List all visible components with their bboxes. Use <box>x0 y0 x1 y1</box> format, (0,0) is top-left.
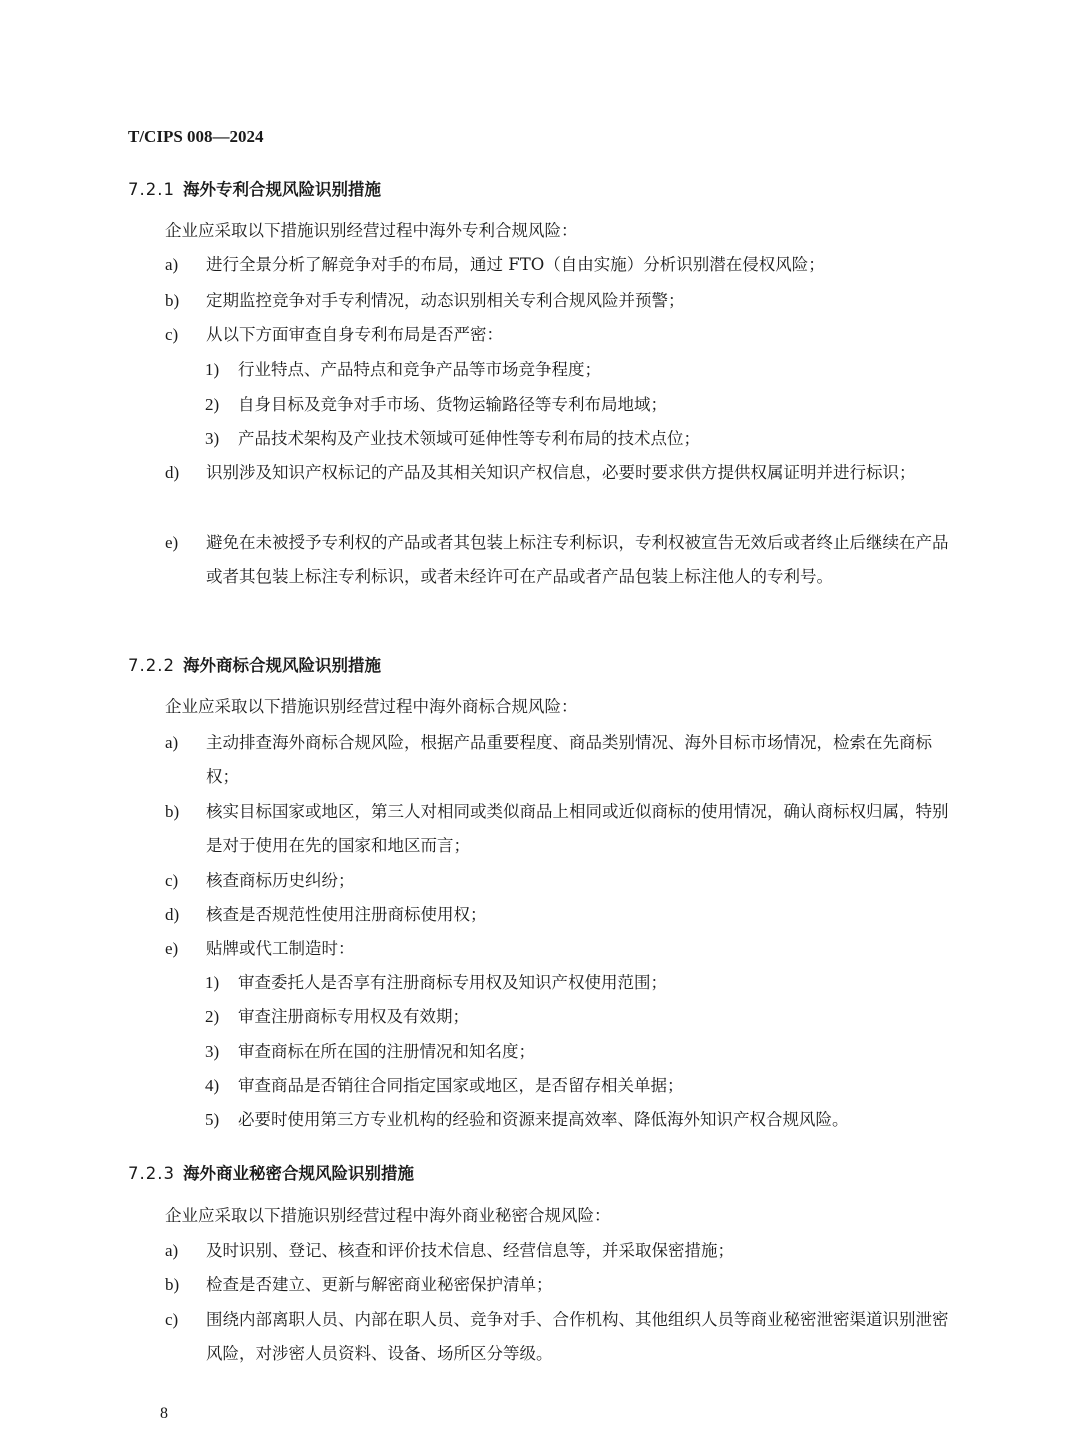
section-number: 7.2.1 <box>128 180 175 199</box>
list-item <box>165 795 965 863</box>
list-label: a) <box>165 255 179 274</box>
section-title-7-2-2 <box>128 652 381 676</box>
list-label: 4) <box>205 1076 220 1095</box>
list-label: 3) <box>205 429 220 448</box>
list-label: 2) <box>205 1007 220 1026</box>
sub-list-item <box>205 1103 965 1137</box>
list-label: b) <box>165 1275 180 1294</box>
list-label: b) <box>165 802 180 821</box>
section-number: 7.2.3 <box>128 1164 175 1183</box>
list-label: 2) <box>205 395 220 414</box>
list-label: 3) <box>205 1042 220 1061</box>
section-intro: 企业应采取以下措施识别经营过程中海外商标合规风险： <box>165 697 578 716</box>
list-text: 核查商标历史纠纷； <box>206 871 355 890</box>
section-heading: 海外专利合规风险识别措施 <box>182 180 381 199</box>
list-label: d) <box>165 463 180 482</box>
list-text: 主动排查海外商标合规风险，根据产品重要程度、商品类别情况、海外目标市场情况，检索在先商标权； <box>206 733 932 786</box>
list-item <box>165 726 965 794</box>
list-item <box>165 864 965 898</box>
list-text: 及时识别、登记、核查和评价技术信息、经营信息等，并采取保密措施； <box>206 1241 734 1260</box>
list-label: 1) <box>205 973 220 992</box>
list-label: e) <box>165 939 179 958</box>
list-label: c) <box>165 1310 179 1329</box>
list-label: e) <box>165 533 179 552</box>
document-code-header: T/CIPS 008—2024 <box>128 127 264 146</box>
list-item <box>165 932 965 966</box>
sub-list-item <box>205 1000 965 1034</box>
section-intro: 企业应采取以下措施识别经营过程中海外专利合规风险： <box>165 221 578 240</box>
list-label: c) <box>165 325 179 344</box>
section-heading: 海外商业秘密合规风险识别措施 <box>182 1164 414 1183</box>
sub-list-item <box>205 1069 965 1103</box>
list-item <box>165 898 965 932</box>
section-title-7-2-1 <box>128 176 381 200</box>
list-label: 5) <box>205 1110 220 1129</box>
list-item <box>165 318 965 352</box>
list-text: 定期监控竞争对手专利情况，动态识别相关专利合规风险并预警； <box>206 291 685 310</box>
list-label: c) <box>165 871 179 890</box>
list-text: 避免在未被授予专利权的产品或者其包装上标注专利标识，专利权被宣告无效后或者终止后继续在产品或者其包装上标注专利标识，或者未经许可在产品或者产品包装上标注他人的专利号。 <box>206 533 949 586</box>
list-text: 检查是否建立、更新与解密商业秘密保护清单； <box>206 1275 553 1294</box>
list-text: 进行全景分析了解竞争对手的布局，通过 FTO（自由实施）分析识别潜在侵权风险； <box>206 255 825 274</box>
page-number: 8 <box>160 1405 168 1422</box>
section-heading: 海外商标合规风险识别措施 <box>182 656 381 675</box>
list-label: 1) <box>205 360 220 379</box>
list-item <box>165 456 965 490</box>
sub-list-item <box>205 422 965 456</box>
list-text: 围绕内部离职人员、内部在职人员、竞争对手、合作机构、其他组织人员等商业秘密泄密渠道识别泄密风险，对涉密人员资料、设备、场所区分等级。 <box>206 1310 949 1363</box>
list-text: 审查商品是否销往合同指定国家或地区，是否留存相关单据； <box>238 1076 684 1095</box>
sub-list-item <box>205 388 965 422</box>
list-item <box>165 1268 965 1302</box>
section-title-7-2-3 <box>128 1160 414 1184</box>
list-label: b) <box>165 291 180 310</box>
sub-list-item <box>205 1035 965 1069</box>
list-text: 行业特点、产品特点和竞争产品等市场竞争程度； <box>238 360 601 379</box>
list-item <box>165 526 965 594</box>
list-text: 核实目标国家或地区，第三人对相同或类似商品上相同或近似商标的使用情况，确认商标权归属，特别是对于使用在先的国家和地区而言； <box>206 802 949 855</box>
list-text: 识别涉及知识产权标记的产品及其相关知识产权信息，必要时要求供方提供权属证明并进行标识； <box>206 463 916 482</box>
list-text: 必要时使用第三方专业机构的经验和资源来提高效率、降低海外知识产权合规风险。 <box>238 1110 849 1129</box>
list-text: 审查委托人是否享有注册商标专用权及知识产权使用范围； <box>238 973 667 992</box>
section-intro: 企业应采取以下措施识别经营过程中海外商业秘密合规风险： <box>165 1206 611 1225</box>
list-text: 产品技术架构及产业技术领域可延伸性等专利布局的技术点位； <box>238 429 700 448</box>
list-text: 核查是否规范性使用注册商标使用权； <box>206 905 487 924</box>
sub-list-item <box>205 966 965 1000</box>
list-label: d) <box>165 905 180 924</box>
list-label: a) <box>165 1241 179 1260</box>
section-number: 7.2.2 <box>128 656 175 675</box>
sub-list-item <box>205 353 965 387</box>
list-label: a) <box>165 733 179 752</box>
list-text: 审查注册商标专用权及有效期； <box>238 1007 469 1026</box>
list-item <box>165 284 965 318</box>
list-text: 自身目标及竞争对手市场、货物运输路径等专利布局地域； <box>238 395 667 414</box>
list-item <box>165 248 965 282</box>
list-item <box>165 1234 965 1268</box>
list-text: 审查商标在所在国的注册情况和知名度； <box>238 1042 535 1061</box>
list-text: 贴牌或代工制造时： <box>206 939 355 958</box>
list-item <box>165 1303 965 1371</box>
list-text: 从以下方面审查自身专利布局是否严密： <box>206 325 503 344</box>
